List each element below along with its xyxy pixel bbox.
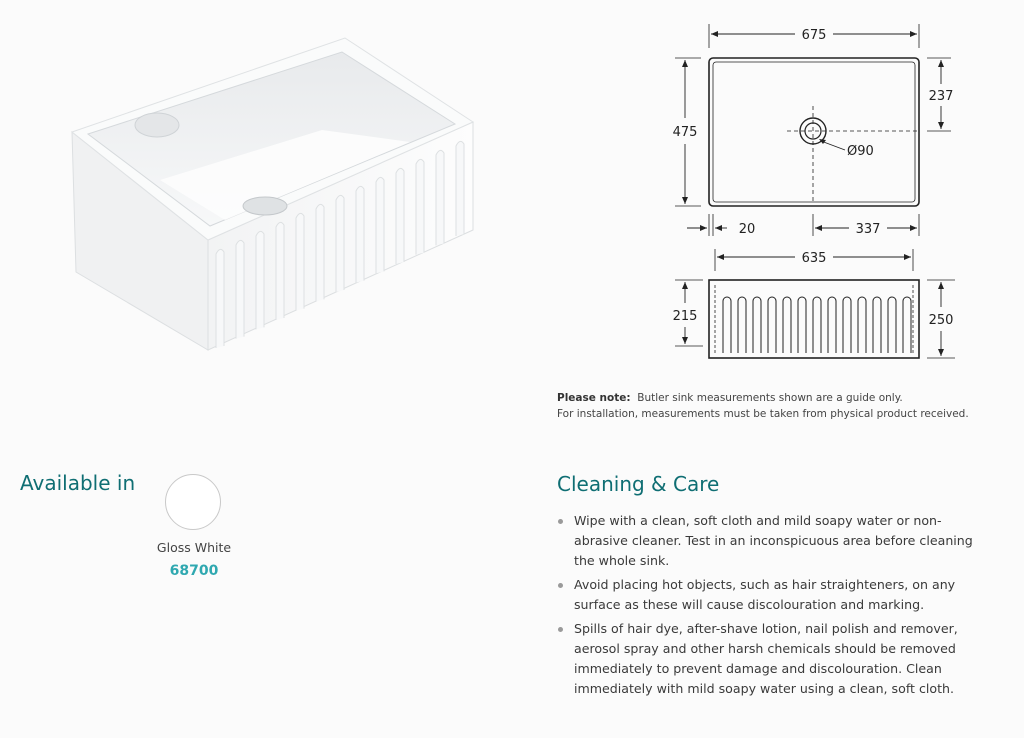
sink-illustration — [60, 30, 490, 360]
front-flute — [873, 297, 881, 353]
note-label: Please note: — [557, 392, 631, 404]
dim-width: 675 — [801, 28, 827, 43]
front-flute — [903, 297, 911, 353]
sink-flute — [396, 168, 404, 264]
front-flute — [723, 297, 731, 353]
care-list — [557, 511, 977, 703]
sink-flute — [356, 186, 364, 282]
sink-flute — [216, 249, 224, 348]
sink-flute — [436, 150, 444, 245]
care-item: Avoid placing hot objects, such as hair straighteners, on any surface as these will cause discolouration and marking. — [557, 575, 977, 615]
sink-flute — [276, 222, 284, 320]
front-flute — [783, 297, 791, 353]
sink-flute — [336, 195, 344, 292]
dim-rim: 20 — [738, 222, 756, 237]
care-item: Spills of hair dye, after-shave lotion, nail polish and remover, aerosol spray and other harsh chemicals should be removed immediately to prevent damage and discolouration. Clean immediately with mild soapy water using a clean, soft cloth. — [557, 619, 977, 699]
dim-front-width: 635 — [801, 251, 827, 266]
sink-flute — [316, 204, 324, 301]
gloss-white-swatch[interactable] — [165, 474, 221, 530]
available-heading: Available in — [20, 471, 136, 495]
sink-flute — [296, 213, 304, 310]
dim-overall-height: 250 — [928, 313, 954, 328]
dim-waste-back: 237 — [928, 89, 954, 104]
sink-flute — [416, 159, 424, 254]
note-line-2: For installation, measurements must be taken from physical product received. — [557, 408, 969, 420]
front-view-diagram — [665, 245, 965, 370]
care-heading: Cleaning & Care — [557, 472, 720, 496]
sink-flute — [256, 231, 264, 329]
front-flute — [888, 297, 896, 353]
sink-flute — [376, 177, 384, 273]
front-flute — [753, 297, 761, 353]
note-text-1: Butler sink measurements shown are a guide only. — [637, 392, 903, 404]
front-flute — [798, 297, 806, 353]
sink-flute — [456, 141, 464, 236]
top-view-diagram — [665, 18, 965, 248]
front-flutes — [723, 297, 911, 353]
front-flute — [813, 297, 821, 353]
front-flute — [843, 297, 851, 353]
note-line-1 — [557, 390, 903, 406]
finish-name: Gloss White — [156, 540, 232, 555]
sink-flute — [236, 240, 244, 338]
front-flute — [828, 297, 836, 353]
front-flute — [858, 297, 866, 353]
dim-depth: 475 — [672, 125, 698, 140]
dim-bowl-height: 215 — [672, 309, 698, 324]
front-flute — [768, 297, 776, 353]
finish-code: 68700 — [169, 563, 219, 579]
care-item: Wipe with a clean, soft cloth and mild soapy water or non-abrasive cleaner. Test in an inconspicuous area before cleaning the whole sink. — [557, 511, 977, 571]
front-flute — [738, 297, 746, 353]
dim-waste-diameter: Ø90 — [847, 144, 874, 159]
dim-waste-side: 337 — [855, 222, 881, 237]
